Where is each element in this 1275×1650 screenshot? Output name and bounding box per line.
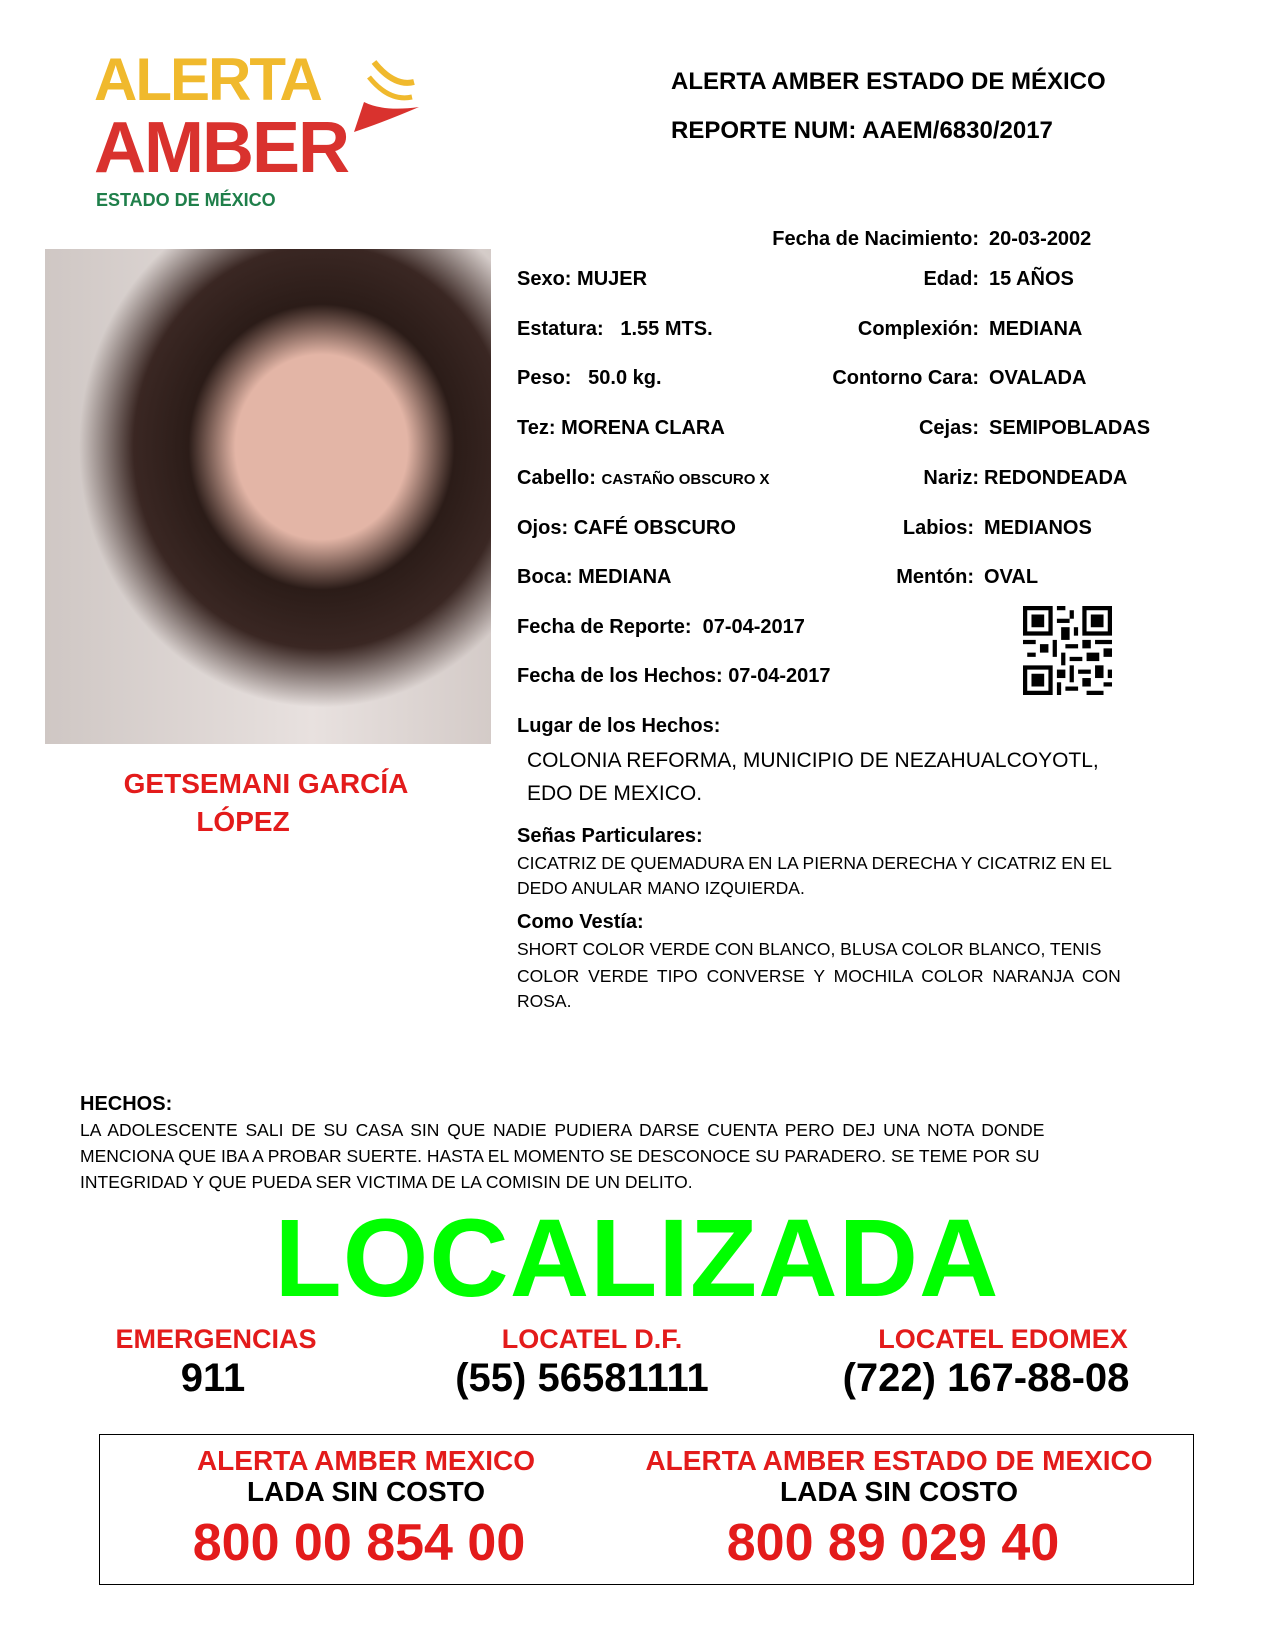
tollfree-number-mexico: 800 00 854 00: [192, 1514, 526, 1572]
hechos-line3: INTEGRIDAD Y QUE PUEDA SER VICTIMA DE LA COMISIN DE UN DELITO.: [80, 1172, 693, 1192]
label: Fecha de los Hechos:: [517, 665, 723, 687]
label-contorno: Contorno Cara:: [832, 367, 979, 389]
label: Sexo:: [517, 268, 572, 290]
value-cejas: SEMIPOBLADAS: [989, 417, 1151, 439]
label-complexion: Complexión:: [857, 318, 979, 340]
value: CAFÉ OBSCURO: [573, 517, 736, 539]
hechos-line2: MENCIONA QUE IBA A PROBAR SUERTE. HASTA EL MOMENTO SE DESCONOCE SU PARADERO. SE TEME POR SU: [80, 1146, 1040, 1166]
label: Fecha de Reporte:: [517, 616, 692, 638]
label: Ojos:: [517, 517, 569, 539]
value: 07-04-2017: [702, 616, 805, 638]
senas-line1: CICATRIZ DE QUEMADURA EN LA PIERNA DERECHA Y CICATRIZ EN EL: [517, 853, 1112, 873]
logo-estado: ESTADO DE MÉXICO: [96, 190, 276, 210]
value: MUJER: [577, 268, 648, 290]
localizada-overlay: LOCALIZADA: [274, 1197, 1000, 1320]
label-labios: Labios:: [902, 517, 974, 539]
field-fecha-hechos: [517, 665, 831, 688]
contact-label-locatel-edomex: LOCATEL EDOMEX: [878, 1324, 1128, 1354]
field-cabello: [517, 467, 770, 490]
contact-label-emergencias: EMERGENCIAS: [115, 1324, 317, 1354]
label-nacimiento: Fecha de Nacimiento:: [772, 228, 979, 250]
tollfree-sub-mexico: LADA SIN COSTO: [246, 1476, 486, 1507]
lugar-line2: EDO DE MEXICO.: [527, 782, 703, 805]
tollfree-title-edomex: ALERTA AMBER ESTADO DE MEXICO: [645, 1445, 1153, 1476]
horn-icon: [344, 52, 424, 142]
field-estatura: [517, 318, 713, 341]
field-boca: [517, 566, 671, 589]
header-title: ALERTA AMBER ESTADO DE MÉXICO: [671, 68, 1106, 95]
value: 50.0 kg.: [588, 367, 662, 389]
person-name-line1: GETSEMANI GARCÍA: [123, 768, 409, 799]
logo-amber: AMBER: [94, 108, 348, 188]
value: MEDIANA: [578, 566, 672, 588]
senas-line2: DEDO ANULAR MANO IZQUIERDA.: [517, 878, 805, 898]
person-photo: [45, 249, 491, 744]
senas-label: Señas Particulares:: [517, 825, 703, 847]
label-menton: Mentón:: [896, 566, 974, 588]
label: Boca:: [517, 566, 573, 588]
tollfree-sub-edomex: LADA SIN COSTO: [779, 1476, 1019, 1507]
field-fecha-reporte: [517, 616, 805, 639]
label: Cabello:: [517, 467, 596, 489]
lugar-line1: COLONIA REFORMA, MUNICIPIO DE NEZAHUALCOYOTL,: [527, 749, 1099, 772]
value-nariz: REDONDEADA: [984, 467, 1128, 489]
tollfree-title-mexico: ALERTA AMBER MEXICO: [196, 1445, 536, 1476]
vestia-line2: COLOR VERDE TIPO CONVERSE Y MOCHILA COLOR NARANJA CON: [517, 966, 1121, 986]
value-contorno: OVALADA: [989, 367, 1087, 389]
logo-alerta: ALERTA: [94, 46, 321, 113]
contact-number-emergencias: 911: [180, 1356, 246, 1400]
vestia-line1: SHORT COLOR VERDE CON BLANCO, BLUSA COLOR BLANCO, TENIS: [517, 939, 1102, 959]
label-nariz: Nariz:: [923, 467, 979, 489]
qr-code-icon: [1022, 606, 1113, 695]
hechos-label: HECHOS:: [80, 1093, 173, 1115]
label: Peso:: [517, 367, 572, 389]
value: 1.55 MTS.: [620, 318, 713, 340]
field-ojos: [517, 517, 736, 540]
label-edad: Edad:: [923, 268, 979, 290]
label-cejas: Cejas:: [918, 417, 979, 439]
contact-number-locatel-edomex: (722) 167-88-08: [842, 1356, 1130, 1400]
value-nacimiento: 20-03-2002: [989, 228, 1092, 250]
tollfree-number-edomex: 800 89 029 40: [726, 1514, 1060, 1572]
report-number: REPORTE NUM: AAEM/6830/2017: [671, 117, 1053, 144]
value-edad: 15 AÑOS: [989, 268, 1074, 290]
field-peso: [517, 367, 662, 390]
value-complexion: MEDIANA: [989, 318, 1083, 340]
contact-label-locatel-df: LOCATEL D.F.: [501, 1324, 683, 1354]
hechos-line1: LA ADOLESCENTE SALI DE SU CASA SIN QUE NADIE PUDIERA DARSE CUENTA PERO DEJ UNA NOTA DONDE: [80, 1120, 1045, 1140]
contact-number-locatel-df: (55) 56581111: [455, 1356, 709, 1400]
field-sexo: [517, 268, 647, 291]
field-tez: [517, 417, 725, 440]
person-name-line2: LÓPEZ: [196, 806, 290, 837]
value-menton: OVAL: [984, 566, 1039, 588]
value: CASTAÑO OBSCURO X: [601, 471, 770, 488]
value: 07-04-2017: [728, 665, 831, 687]
value: MORENA CLARA: [561, 417, 725, 439]
vestia-label: Como Vestía:: [517, 911, 644, 933]
label: Tez:: [517, 417, 556, 439]
label: Estatura:: [517, 318, 604, 340]
alerta-amber-logo: [94, 46, 424, 215]
lugar-label: Lugar de los Hechos:: [517, 715, 721, 737]
vestia-line3: ROSA.: [517, 991, 572, 1011]
value-labios: MEDIANOS: [984, 517, 1092, 539]
